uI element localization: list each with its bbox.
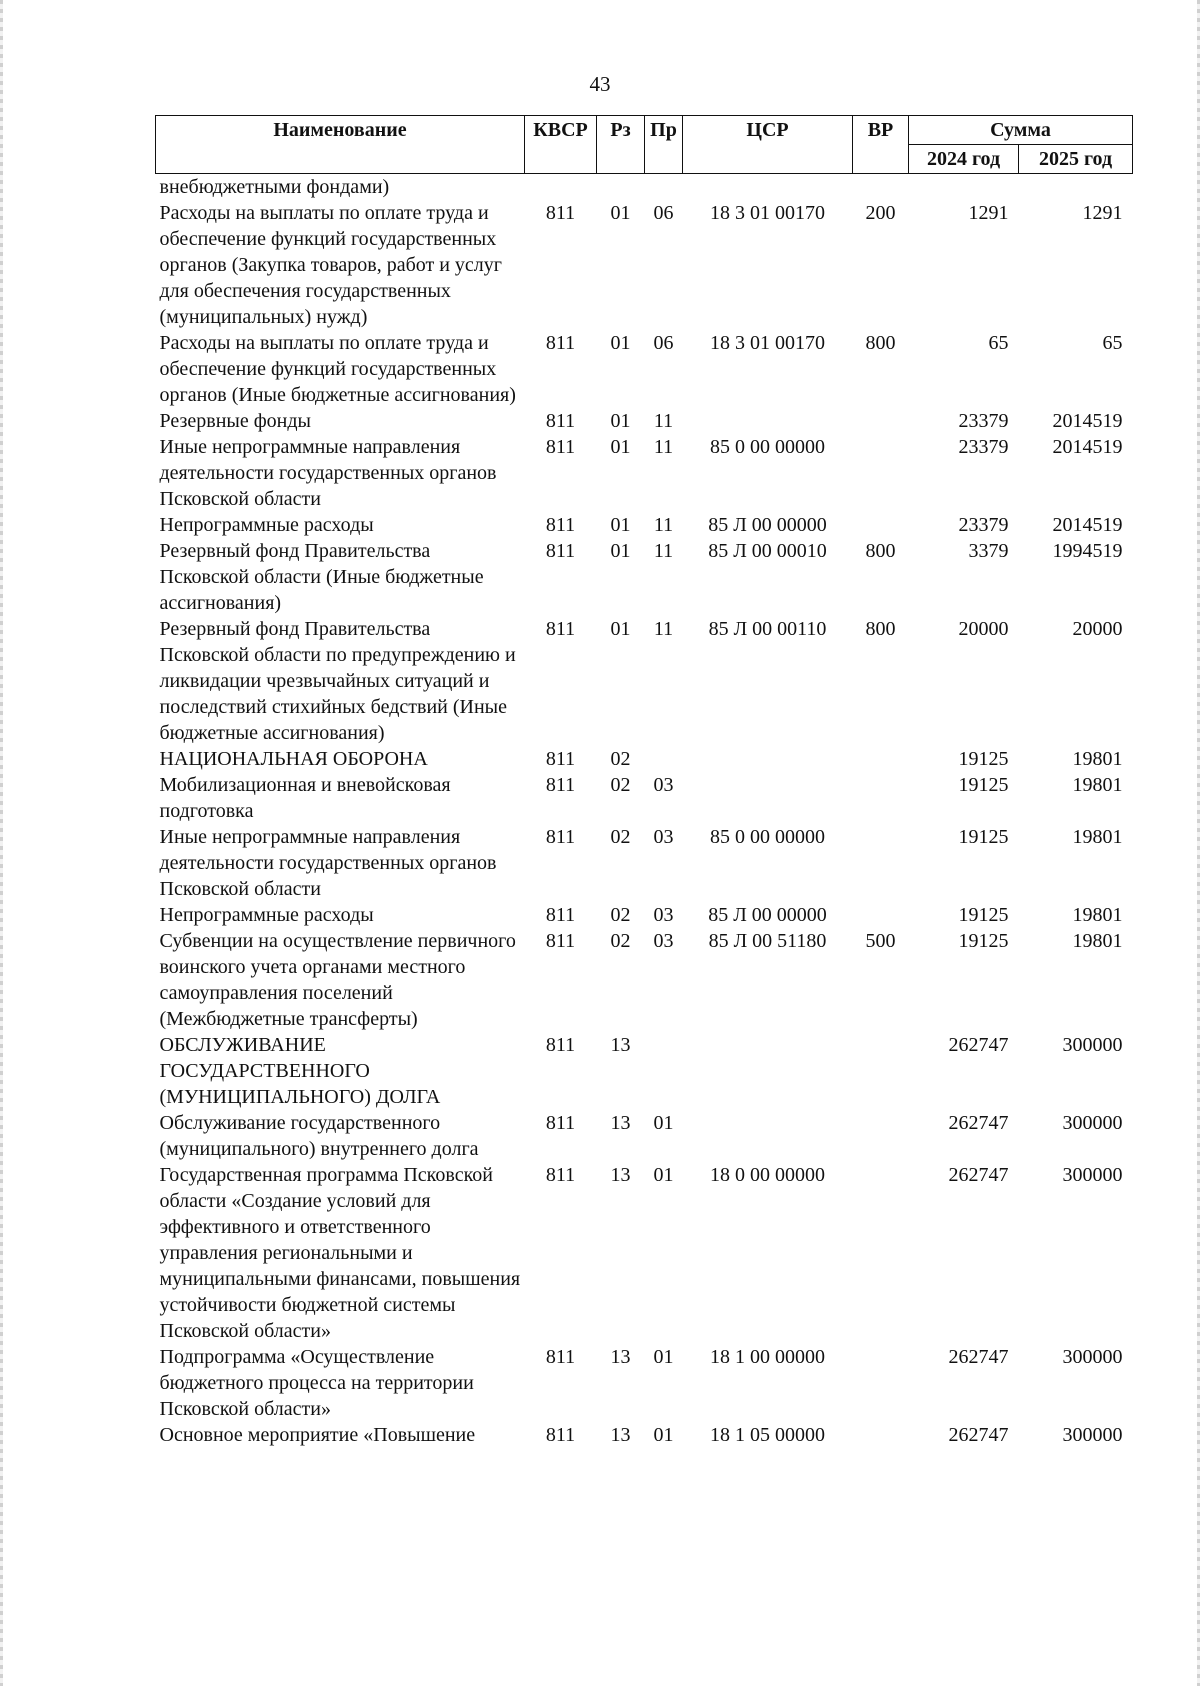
cell-pr: 11	[653, 618, 674, 640]
cell-sum-2024: 262747	[948, 1424, 1009, 1446]
table-body	[156, 174, 1133, 1449]
cell-kvsr: 811	[545, 202, 576, 224]
cell-sum-2024: 3379	[968, 540, 1009, 562]
cell-rz: 02	[610, 904, 631, 926]
cell-sum-2025: 2014519	[1052, 410, 1123, 432]
cell-csr: 18 3 01 00170	[710, 332, 825, 354]
cell-kvsr: 811	[545, 540, 576, 562]
cell-vr: 200	[865, 202, 896, 224]
cell-name: Непрограммные расходы	[159, 514, 374, 536]
cell-sum-2025: 20000	[1072, 618, 1123, 640]
cell-csr	[683, 408, 853, 434]
cell-sum-2025: 2014519	[1052, 436, 1123, 458]
cell-sum-2025: 300000	[1062, 1112, 1123, 1134]
cell-pr: 06	[653, 332, 674, 354]
cell-rz	[597, 174, 645, 201]
cell-rz: 01	[610, 410, 631, 432]
header-year-2024: 2024 год	[909, 145, 1019, 174]
cell-sum-2025: 19801	[1072, 774, 1123, 796]
cell-kvsr: 811	[545, 1112, 576, 1134]
cell-sum-2025: 19801	[1072, 748, 1123, 770]
cell-csr: 18 1 00 00000	[710, 1346, 825, 1368]
cell-rz: 01	[610, 436, 631, 458]
cell-pr: 11	[653, 436, 674, 458]
cell-pr: 11	[653, 410, 674, 432]
cell-csr: 18 1 05 00000	[710, 1424, 825, 1446]
cell-kvsr: 811	[545, 748, 576, 770]
cell-vr	[853, 1110, 909, 1162]
cell-sum-2024: 19125	[958, 748, 1009, 770]
cell-csr: 18 3 01 00170	[710, 202, 825, 224]
cell-csr: 18 0 00 00000	[710, 1164, 825, 1186]
cell-pr	[645, 1032, 683, 1110]
cell-sum-2024: 23379	[958, 436, 1009, 458]
cell-pr: 03	[653, 826, 674, 848]
cell-pr: 01	[653, 1424, 674, 1446]
cell-pr: 06	[653, 202, 674, 224]
cell-csr	[683, 772, 853, 824]
cell-kvsr: 811	[545, 436, 576, 458]
table-row	[156, 902, 1133, 928]
header-rz: Рз	[597, 116, 645, 174]
cell-sum-2024: 19125	[958, 774, 1009, 796]
cell-csr: 85 0 00 00000	[710, 826, 825, 848]
cell-rz: 01	[610, 540, 631, 562]
table-row	[156, 616, 1133, 746]
cell-vr	[853, 1344, 909, 1422]
cell-sum-2025: 300000	[1062, 1164, 1123, 1186]
cell-kvsr: 811	[545, 930, 576, 952]
cell-csr	[683, 174, 853, 201]
cell-vr	[853, 746, 909, 772]
cell-name: Государственная программа Псковской области «Создание условий для эффективного и ответственного управления региональными и муниципальными финансами, повышения устойчивости бюджетной системы Псковской области»	[159, 1164, 521, 1342]
cell-kvsr: 811	[545, 410, 576, 432]
table-row	[156, 512, 1133, 538]
cell-rz: 02	[610, 930, 631, 952]
cell-sum-2025: 65	[1102, 332, 1123, 354]
cell-vr	[853, 1162, 909, 1344]
table-row	[156, 1422, 1133, 1448]
cell-pr: 03	[653, 930, 674, 952]
cell-name: Резервный фонд Правительства Псковской области по предупреждению и ликвидации чрезвычайных ситуаций и последствий стихийных бедствий (Иные бюджетные ассигнования)	[159, 618, 516, 744]
cell-name: Расходы на выплаты по оплате труда и обеспечение функций государственных органов (Закупка товаров, работ и услуг для обеспечения государственных (муниципальных) нужд)	[159, 202, 502, 328]
cell-vr	[853, 772, 909, 824]
header-kvsr: КВСР	[525, 116, 597, 174]
table-row	[156, 746, 1133, 772]
cell-sum-2025: 19801	[1072, 826, 1123, 848]
cell-pr: 03	[653, 774, 674, 796]
cell-kvsr: 811	[545, 514, 576, 536]
cell-csr: 85 Л 00 00110	[708, 618, 827, 640]
cell-sum-2024: 19125	[958, 930, 1009, 952]
cell-pr: 03	[653, 904, 674, 926]
cell-vr	[853, 1032, 909, 1110]
cell-vr: 800	[865, 332, 896, 354]
cell-name: Резервные фонды	[159, 410, 311, 432]
cell-csr: 85 0 00 00000	[710, 436, 825, 458]
cell-sum-2024	[909, 174, 1019, 201]
cell-kvsr: 811	[545, 774, 576, 796]
cell-sum-2024: 23379	[958, 410, 1009, 432]
cell-kvsr: 811	[545, 618, 576, 640]
cell-rz: 01	[610, 202, 631, 224]
cell-kvsr: 811	[545, 904, 576, 926]
cell-kvsr: 811	[545, 826, 576, 848]
cell-rz: 13	[610, 1424, 631, 1446]
cell-pr: 11	[653, 540, 674, 562]
cell-kvsr: 811	[545, 332, 576, 354]
cell-name: Подпрограмма «Осуществление бюджетного процесса на территории Псковской области»	[159, 1346, 474, 1420]
scan-left-edge	[0, 0, 3, 1686]
cell-sum-2025: 19801	[1072, 930, 1123, 952]
table-row	[156, 330, 1133, 408]
cell-kvsr: 811	[545, 1346, 576, 1368]
header-name: Наименование	[156, 116, 525, 174]
cell-sum-2024: 19125	[958, 826, 1009, 848]
cell-sum-2024: 262747	[948, 1164, 1009, 1186]
cell-csr: 85 Л 00 00000	[708, 904, 827, 926]
cell-name: Резервный фонд Правительства Псковской области (Иные бюджетные ассигнования)	[159, 540, 484, 614]
table-row	[156, 1344, 1133, 1422]
cell-sum-2024: 23379	[958, 514, 1009, 536]
cell-name: Иные непрограммные направления деятельности государственных органов Псковской области	[159, 436, 497, 510]
header-sum: Сумма	[909, 116, 1133, 145]
header-vr: ВР	[853, 116, 909, 174]
cell-kvsr: 811	[545, 1034, 576, 1056]
cell-rz: 13	[610, 1112, 631, 1134]
cell-pr: 01	[653, 1112, 674, 1134]
cell-csr	[683, 1032, 853, 1110]
cell-pr: 01	[653, 1164, 674, 1186]
cell-sum-2025: 1291	[1082, 202, 1123, 224]
cell-name: НАЦИОНАЛЬНАЯ ОБОРОНА	[159, 748, 428, 770]
cell-vr	[853, 824, 909, 902]
cell-rz: 02	[610, 774, 631, 796]
cell-csr: 85 Л 00 51180	[708, 930, 827, 952]
cell-name: Обслуживание государственного (муниципального) внутреннего долга	[159, 1112, 479, 1160]
cell-sum-2024: 262747	[948, 1346, 1009, 1368]
table-row	[156, 1110, 1133, 1162]
table-header	[156, 116, 1133, 174]
cell-rz: 02	[610, 748, 631, 770]
cell-csr	[683, 746, 853, 772]
cell-sum-2024: 65	[988, 332, 1009, 354]
table-row	[156, 174, 1133, 201]
cell-pr: 11	[653, 514, 674, 536]
cell-sum-2024: 20000	[958, 618, 1009, 640]
cell-pr: 01	[653, 1346, 674, 1368]
header-csr: ЦСР	[683, 116, 853, 174]
cell-rz: 13	[610, 1034, 631, 1056]
cell-pr	[645, 746, 683, 772]
table-row	[156, 538, 1133, 616]
cell-name: Мобилизационная и вневойсковая подготовка	[159, 774, 451, 822]
cell-vr: 800	[865, 618, 896, 640]
page-number: 43	[589, 72, 611, 96]
cell-name: Непрограммные расходы	[159, 904, 374, 926]
header-year-2025: 2025 год	[1019, 145, 1133, 174]
table-row	[156, 408, 1133, 434]
cell-vr	[853, 902, 909, 928]
cell-vr: 800	[865, 540, 896, 562]
cell-vr	[853, 174, 909, 201]
cell-rz: 01	[610, 332, 631, 354]
cell-name: Основное мероприятие «Повышение	[159, 1424, 476, 1446]
header-pr: Пр	[645, 116, 683, 174]
cell-kvsr	[525, 174, 597, 201]
table-row	[156, 434, 1133, 512]
cell-pr	[645, 174, 683, 201]
budget-table	[155, 115, 1133, 1448]
cell-sum-2024: 1291	[968, 202, 1009, 224]
cell-sum-2024: 262747	[948, 1034, 1009, 1056]
cell-sum-2025: 19801	[1072, 904, 1123, 926]
cell-name: Иные непрограммные направления деятельности государственных органов Псковской области	[159, 826, 497, 900]
cell-name: Субвенции на осуществление первичного воинского учета органами местного самоуправления поселений (Межбюджетные трансферты)	[159, 930, 516, 1030]
table-row	[156, 772, 1133, 824]
cell-csr: 85 Л 00 00000	[708, 514, 827, 536]
table-row	[156, 1032, 1133, 1110]
cell-sum-2025: 2014519	[1052, 514, 1123, 536]
cell-name: внебюджетными фондами)	[159, 176, 390, 198]
cell-vr	[853, 434, 909, 512]
cell-vr: 500	[865, 930, 896, 952]
table-row	[156, 928, 1133, 1032]
cell-rz: 01	[610, 514, 631, 536]
cell-rz: 01	[610, 618, 631, 640]
cell-sum-2024: 19125	[958, 904, 1009, 926]
cell-sum-2025	[1019, 174, 1133, 201]
cell-rz: 13	[610, 1346, 631, 1368]
cell-vr	[853, 1422, 909, 1448]
cell-csr	[683, 1110, 853, 1162]
cell-rz: 02	[610, 826, 631, 848]
cell-csr: 85 Л 00 00010	[708, 540, 827, 562]
table-row	[156, 1162, 1133, 1344]
table-row	[156, 824, 1133, 902]
cell-kvsr: 811	[545, 1164, 576, 1186]
cell-rz: 13	[610, 1164, 631, 1186]
cell-kvsr: 811	[545, 1424, 576, 1446]
cell-vr	[853, 512, 909, 538]
cell-name: Расходы на выплаты по оплате труда и обеспечение функций государственных органов (Иные бюджетные ассигнования)	[159, 332, 516, 406]
cell-sum-2025: 300000	[1062, 1034, 1123, 1056]
cell-sum-2025: 1994519	[1052, 540, 1123, 562]
cell-sum-2025: 300000	[1062, 1424, 1123, 1446]
cell-name: ОБСЛУЖИВАНИЕ ГОСУДАРСТВЕННОГО (МУНИЦИПАЛЬНОГО) ДОЛГА	[159, 1034, 441, 1108]
cell-sum-2025: 300000	[1062, 1346, 1123, 1368]
cell-sum-2024: 262747	[948, 1112, 1009, 1134]
cell-vr	[853, 408, 909, 434]
table-row	[156, 200, 1133, 330]
